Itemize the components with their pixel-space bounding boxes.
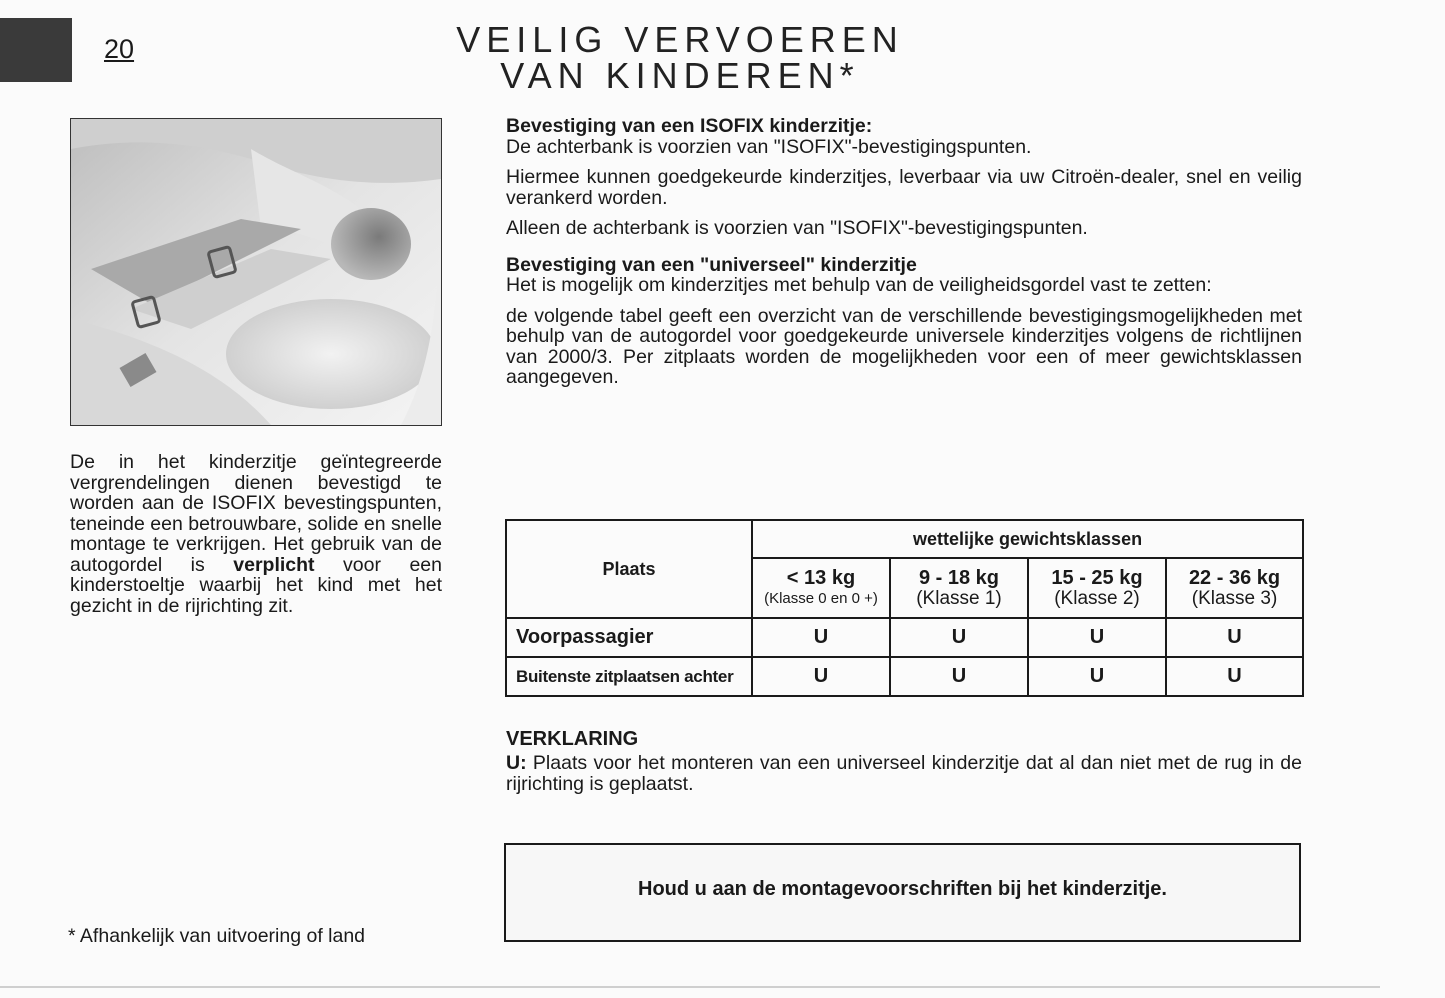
universal-paragraph-1: Het is mogelijk om kinderzitjes met behulp van de veiligheidsgordel vast te zetten: <box>506 274 1212 296</box>
footnote: * Afhankelijk van uitvoering of land <box>68 925 366 947</box>
table-cell: U <box>1166 618 1303 657</box>
weight-range: < 13 kg <box>786 567 856 589</box>
page-tab-marker <box>0 18 72 82</box>
table-row <box>506 618 1303 657</box>
table-cell: U <box>1028 618 1166 657</box>
table-cell: U <box>890 657 1028 696</box>
table-cell: U <box>1166 657 1303 696</box>
isofix-anchor-photo <box>70 118 442 426</box>
row-label: Buitenste zitplaatsen achter <box>506 657 752 696</box>
table-cell: U <box>890 618 1028 657</box>
page-title <box>300 19 1060 96</box>
weight-range: 9 - 18 kg <box>918 567 1000 589</box>
legend-key: U: <box>506 752 527 774</box>
legend-description: Plaats voor het monteren van een universeel kinderzitje dat al dan niet met de rug in de rijrichting is geplaatst. <box>506 752 1302 795</box>
weight-range: 15 - 25 kg <box>1051 567 1143 589</box>
universal-paragraph-2: de volgende tabel geeft een overzicht van de verschillende bevestigingsmogelijkheden met behulp van de autogordel voor goedgekeurde universele kinderzitjes volgens de richtlijnen van 2000/3. Per zitplaats worden de mogelijkheden voor een of meer gewichtsklassen aangegeven. <box>506 304 1302 388</box>
seat-weight-class-table <box>505 519 1304 697</box>
weight-range: 22 - 36 kg <box>1188 567 1281 589</box>
page-number: 20 <box>104 34 135 64</box>
isofix-lock-description-end: voor een kinderstoeltje waarbij het kind met het gezicht in de rijrichting zit. <box>70 553 442 617</box>
page-title-line2: VAN KINDEREN* <box>500 55 860 96</box>
weight-class: (Klasse 0 en 0 +) <box>764 590 878 607</box>
isofix-heading: Bevestiging van een ISOFIX kinderzitje: <box>506 115 873 137</box>
isofix-paragraph-3: Alleen de achterbank is voorzien van "ISOFIX"-bevestigingspunten. <box>506 217 1088 239</box>
notice-box <box>504 843 1301 942</box>
page-title-line1: VEILIG VERVOEREN <box>456 19 904 60</box>
isofix-paragraph-2: Hiermee kunnen goedgekeurde kinderzitjes, leverbaar via uw Citroën-dealer, snel en veilig verankerd worden. <box>506 166 1302 209</box>
table-column-header <box>1166 558 1303 618</box>
weight-class: (Klasse 2) <box>1054 588 1140 609</box>
table-cell: U <box>752 657 890 696</box>
table-header-place: Plaats <box>506 520 752 618</box>
row-label: Voorpassagier <box>506 618 752 657</box>
table-column-header <box>1028 558 1166 618</box>
isofix-lock-description-start: De in het kinderzitje geïntegreerde vergrendelingen dienen bevestigd te worden aan de ISOFIX bevestingspunten, teneinde een betrouwbare, solide en snelle montage te verkrijgen. Het gebruik van de autogordel is <box>70 451 442 576</box>
legend-text <box>506 753 1302 795</box>
weight-class: (Klasse 1) <box>916 588 1002 609</box>
table-row <box>506 657 1303 696</box>
isofix-lock-description-emphasis: verplicht <box>233 553 315 576</box>
isofix-paragraph-1: De achterbank is voorzien van "ISOFIX"-bevestigingspunten. <box>506 135 1032 158</box>
page-bottom-rule <box>0 986 1380 988</box>
weight-class: (Klasse 3) <box>1191 588 1278 609</box>
notice-text: Houd u aan de montagevoorschriften bij het kinderzitje. <box>638 878 1167 900</box>
main-text-column <box>506 116 1302 398</box>
table-column-header <box>752 558 890 618</box>
table-header-weight-classes: wettelijke gewichtsklassen <box>752 520 1303 558</box>
table-column-header <box>890 558 1028 618</box>
table-cell: U <box>1028 657 1166 696</box>
table-cell: U <box>752 618 890 657</box>
isofix-lock-description <box>70 452 442 616</box>
universal-heading: Bevestiging van een "universeel" kinderzitje <box>506 253 917 276</box>
isofix-anchor-photo-icon <box>71 119 441 425</box>
legend-heading: VERKLARING <box>506 728 639 750</box>
